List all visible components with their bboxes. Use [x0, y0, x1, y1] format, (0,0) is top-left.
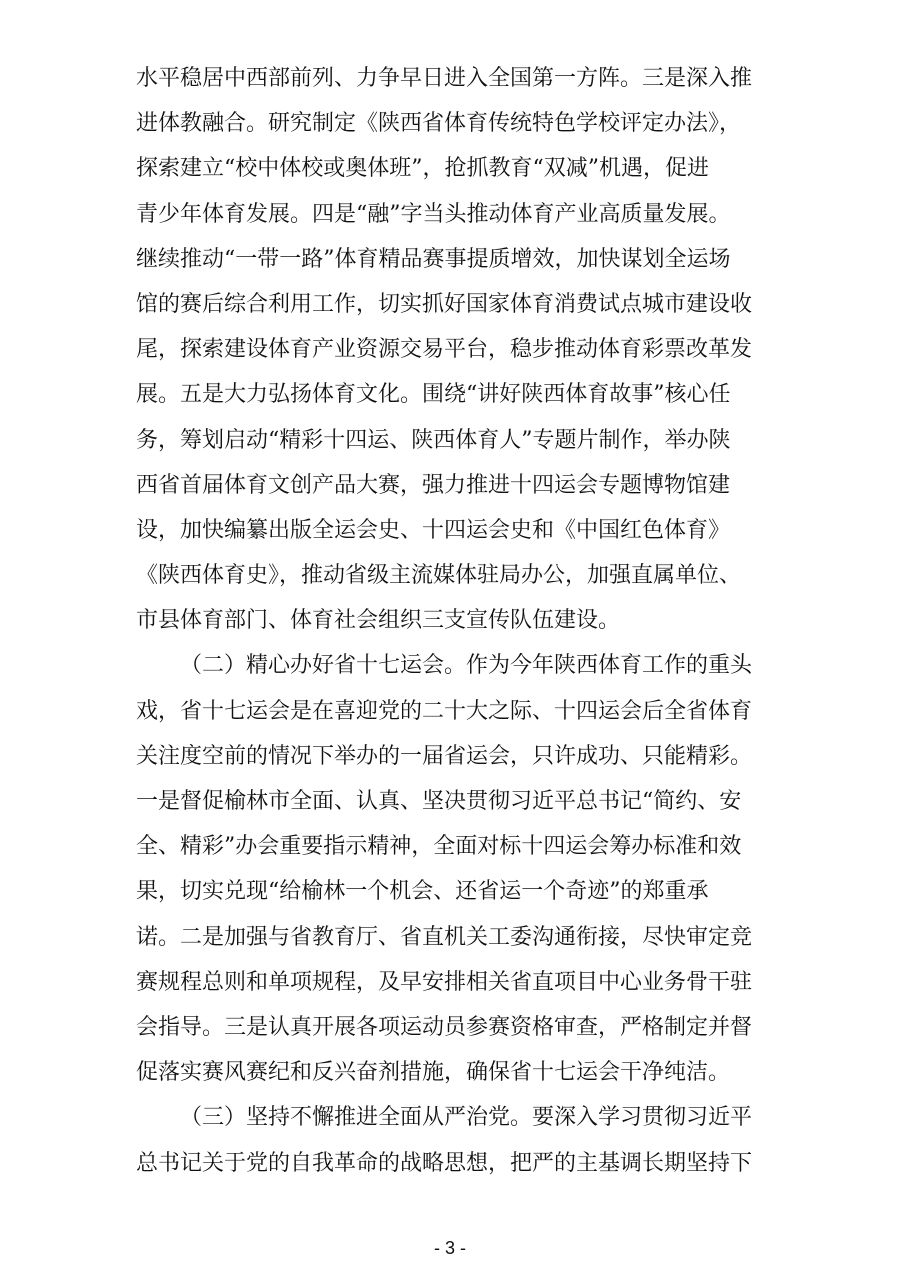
text-line: 探索建立“校中体校或奥体班”，抢抓教育“双减”机遇，促进	[136, 156, 709, 182]
text-line: 赛规程总则和单项规程，及早安排相关省直项目中心业务骨干驻	[136, 969, 753, 995]
text-line: 果，切实兑现“给榆林一个机会、还省运一个奇迹”的郑重承	[136, 879, 709, 905]
text-line: 一是督促榆林市全面、认真、坚决贯彻习近平总书记“简约、安	[136, 789, 742, 814]
page-number: - 3 -	[433, 1238, 466, 1258]
text-line: 馆的赛后综合利用工作，切实抓好国家体育消费试点城市建设收	[136, 291, 753, 317]
text-line: 促落实赛风赛纪和反兴奋剂措施，确保省十七运会干净纯洁。	[136, 1060, 731, 1086]
text-line: 水平稳居中西部前列、力争早日进入全国第一方阵。三是深入推	[136, 66, 753, 91]
text-line: 展。五是大力弘扬体育文化。围绕“讲好陕西体育故事”核心任	[136, 382, 731, 408]
text-line: 市县体育部门、体育社会组织三支宣传队伍建设。	[136, 608, 621, 634]
section-heading-line: （三）坚持不懈推进全面从严治党。要深入学习贯彻习近平	[180, 1105, 753, 1131]
text-line: 全、精彩”办会重要指示精神，全面对标十四运会筹办标准和效	[136, 834, 742, 860]
text-line: 尾，探索建设体育产业资源交易平台，稳步推动体育彩票改革发	[136, 337, 753, 363]
text-line: 继续推动“一带一路”体育精品赛事提质增效，加快谋划全运场	[136, 246, 731, 272]
text-line: 《陕西体育史》，推动省级主流媒体驻局办公，加强直属单位、	[136, 563, 742, 589]
text-line: 关注度空前的情况下举办的一届省运会，只许成功、只能精彩。	[136, 743, 753, 769]
text-line: 西省首届体育文创产品大赛，强力推进十四运会专题博物馆建	[136, 472, 731, 498]
text-line: 总书记关于党的自我革命的战略思想，把严的主基调长期坚持下	[136, 1150, 753, 1176]
text-line: 务，筹划启动“精彩十四运、陕西体育人”专题片制作，举办陕	[136, 427, 731, 453]
text-line: 诺。二是加强与省教育厅、省直机关工委沟通衔接，尽快审定竞	[136, 924, 753, 950]
text-line: 进体教融合。研究制定《陕西省体育传统特色学校评定办法》，	[136, 111, 742, 137]
text-line: 会指导。三是认真开展各项运动员参赛资格审查，严格制定并督	[136, 1014, 753, 1040]
text-line: 戏，省十七运会是在喜迎党的二十大之际、十四运会后全省体育	[136, 698, 753, 724]
body-text	[136, 56, 778, 1186]
text-line: 青少年体育发展。四是“融”字当头推动体育产业高质量发展。	[136, 201, 731, 227]
text-line: 设，加快编纂出版全运会史、十四运会史和《中国红色体育》	[136, 517, 731, 543]
section-heading-line: （二）精心办好省十七运会。作为今年陕西体育工作的重头	[180, 653, 753, 679]
